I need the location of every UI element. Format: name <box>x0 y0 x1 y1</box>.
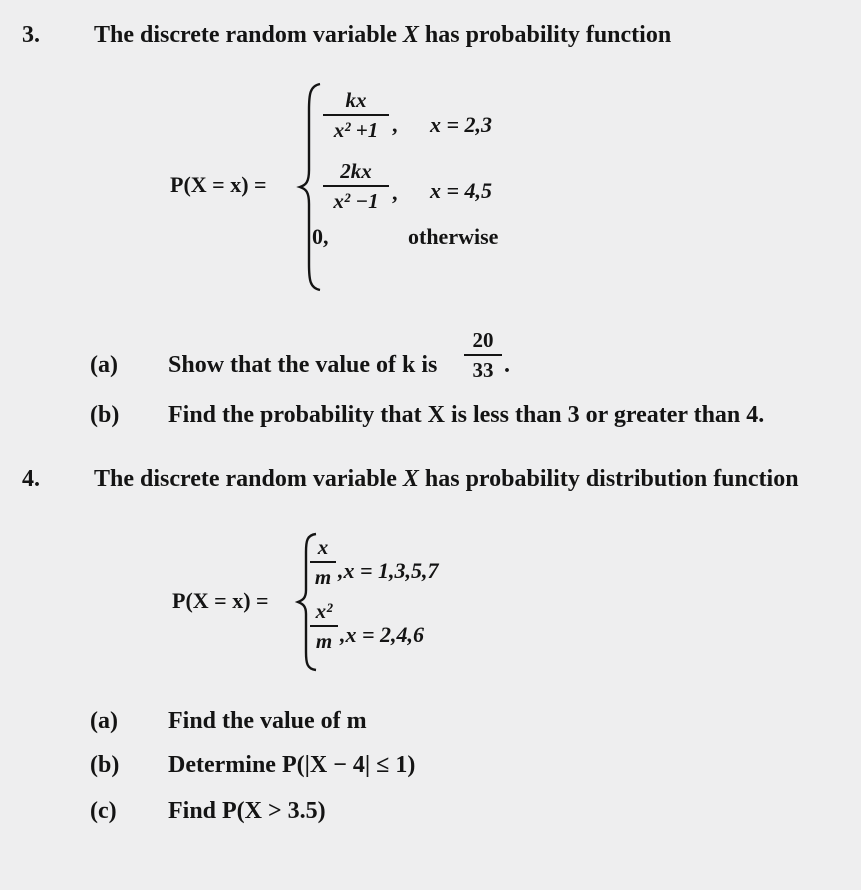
q3-k-numerator: 20 <box>472 328 494 352</box>
q4-case1-condition: ,x = 1,3,5,7 <box>338 558 439 583</box>
q4-case1-fraction <box>310 534 336 590</box>
q4-stem-post: has probability distribution function <box>418 466 799 492</box>
q3-case1-denominator: x² +1 <box>333 118 379 142</box>
q4-case2-numerator: x² <box>315 599 333 623</box>
q3-number: 3. <box>22 22 40 48</box>
q3-case2-comma: , <box>392 180 398 205</box>
q4-stem-pre: The discrete random variable <box>94 466 403 492</box>
q3-part-a-text: Show that the value of k is <box>168 352 438 378</box>
q4-part-b-label: (b) <box>90 752 120 778</box>
q4-stem-var: X <box>402 466 419 492</box>
q4-case2-fraction <box>310 598 338 654</box>
q3-case2-denominator: x² −1 <box>333 189 379 213</box>
q3-brace-icon <box>298 82 324 292</box>
q3-case2-condition: x = 4,5 <box>430 178 493 203</box>
q3-case3-condition: otherwise <box>408 224 499 249</box>
q3-k-fraction-bar <box>464 354 502 356</box>
q4-lhs: P(X = x) = <box>172 588 269 613</box>
q4-stem <box>94 466 799 493</box>
q4-part-c-label: (c) <box>90 798 117 824</box>
q3-case2-numerator: 2kx <box>340 159 372 183</box>
q4-part-a-text: Find the value of m <box>168 708 367 734</box>
q3-case1-fraction <box>323 87 389 143</box>
q4-case1-denominator: m <box>314 565 332 589</box>
q3-case1-numerator: kx <box>345 88 367 112</box>
q3-part-b-label: (b) <box>90 402 120 428</box>
q3-k-fraction <box>464 327 502 383</box>
q4-number: 4. <box>22 466 40 492</box>
q4-part-a-label: (a) <box>90 708 118 734</box>
q3-k-denominator: 33 <box>472 358 494 382</box>
q3-lhs: P(X = x) = <box>170 172 267 197</box>
q4-case1-numerator: x <box>317 535 329 559</box>
q3-case1-comma: , <box>392 112 398 137</box>
q3-part-b-text: Find the probability that X is less than 3 or greater than 4. <box>168 402 765 428</box>
q4-case2-fraction-bar <box>310 625 338 627</box>
q3-stem-var: X <box>402 22 419 48</box>
q4-case2-condition: ,x = 2,4,6 <box>340 622 425 647</box>
q4-case2-denominator: m <box>315 629 333 653</box>
q3-stem-pre: The discrete random variable <box>94 22 403 48</box>
q3-case2-fraction <box>323 158 389 214</box>
q3-case3-value: 0, <box>312 224 329 249</box>
q3-stem-post: has probability function <box>418 22 672 48</box>
q3-part-a-period: . <box>504 352 510 378</box>
q3-stem <box>94 22 671 49</box>
q3-part-a-label: (a) <box>90 352 118 378</box>
q4-part-c-text: Find P(X > 3.5) <box>168 798 326 824</box>
q4-case1-fraction-bar <box>310 561 336 563</box>
q3-case2-fraction-bar <box>323 185 389 187</box>
q3-case1-fraction-bar <box>323 114 389 116</box>
q4-part-b-text: Determine P(|X − 4| ≤ 1) <box>168 752 416 778</box>
q3-case1-condition: x = 2,3 <box>430 112 493 137</box>
